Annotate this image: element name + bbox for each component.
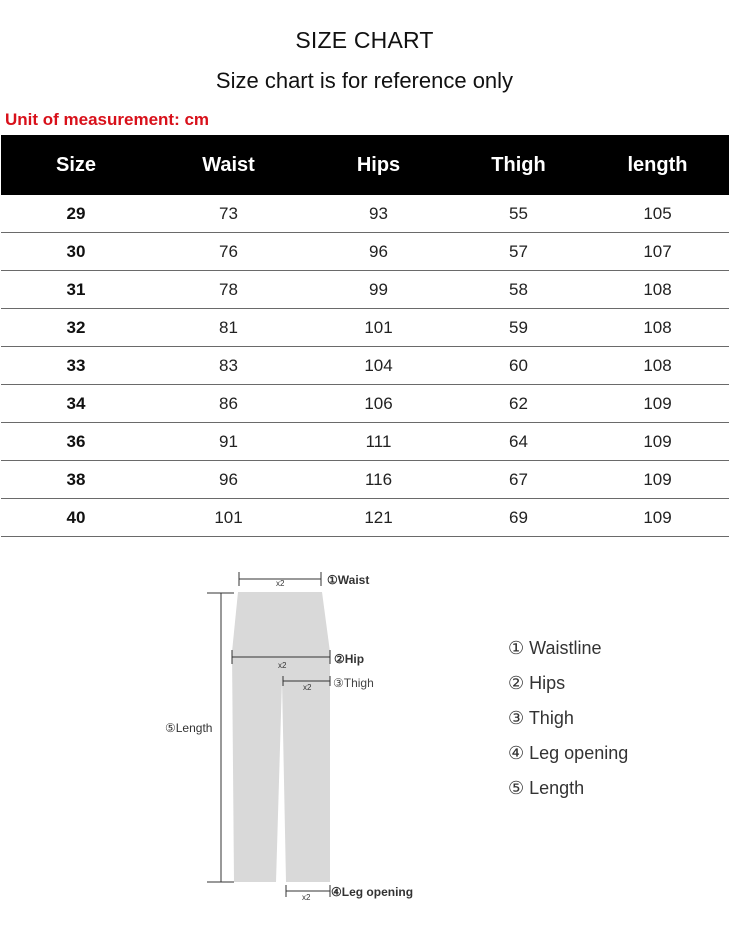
table-cell: 96 bbox=[151, 461, 306, 499]
thigh-label: ③Thigh bbox=[333, 676, 374, 690]
table-cell: 83 bbox=[151, 347, 306, 385]
table-cell: 34 bbox=[1, 385, 151, 423]
column-header: Size bbox=[55, 153, 97, 176]
table-cell: 69 bbox=[451, 499, 586, 537]
waist-label: ①Waist bbox=[327, 573, 370, 587]
table-cell: 81 bbox=[151, 309, 306, 347]
table-cell: 86 bbox=[151, 385, 306, 423]
table-cell: 64 bbox=[451, 423, 586, 461]
table-row bbox=[1, 461, 729, 499]
length-measure bbox=[207, 593, 234, 882]
table-cell: 32 bbox=[1, 309, 151, 347]
table-cell: 59 bbox=[451, 309, 586, 347]
size-table bbox=[1, 135, 729, 537]
leg-opening-x2-label: x2 bbox=[302, 893, 311, 902]
table-row bbox=[1, 347, 729, 385]
page-title: SIZE CHART bbox=[295, 27, 434, 53]
hip-x2-label: x2 bbox=[278, 661, 287, 670]
table-cell: 107 bbox=[586, 233, 729, 271]
table-cell: 78 bbox=[151, 271, 306, 309]
legend-item: ⑤ Length bbox=[508, 778, 585, 798]
table-row bbox=[1, 423, 729, 461]
table-row bbox=[1, 385, 729, 423]
table-row bbox=[1, 233, 729, 271]
table-header-row bbox=[1, 135, 729, 195]
page-subtitle: Size chart is for reference only bbox=[215, 68, 514, 93]
table-cell: 101 bbox=[151, 499, 306, 537]
unit-note: Unit of measurement: cm bbox=[5, 110, 210, 129]
table-cell: 109 bbox=[586, 385, 729, 423]
table-cell: 57 bbox=[451, 233, 586, 271]
table-cell: 99 bbox=[306, 271, 451, 309]
table-cell: 29 bbox=[1, 195, 151, 233]
table-cell: 101 bbox=[306, 309, 451, 347]
table-cell: 60 bbox=[451, 347, 586, 385]
legend-item: ④ Leg opening bbox=[508, 743, 629, 763]
table-cell: 106 bbox=[306, 385, 451, 423]
table-cell: 104 bbox=[306, 347, 451, 385]
table-cell: 109 bbox=[586, 499, 729, 537]
table-cell: 111 bbox=[306, 423, 451, 461]
table-cell: 105 bbox=[586, 195, 729, 233]
table-cell: 96 bbox=[306, 233, 451, 271]
table-cell: 55 bbox=[451, 195, 586, 233]
pants-silhouette bbox=[232, 592, 330, 882]
waist-x2-label: x2 bbox=[276, 579, 285, 588]
table-cell: 36 bbox=[1, 423, 151, 461]
table-cell: 108 bbox=[586, 309, 729, 347]
table-cell: 109 bbox=[586, 461, 729, 499]
measurement-legend bbox=[508, 635, 628, 810]
table-row bbox=[1, 195, 729, 233]
column-header: Hips bbox=[356, 153, 401, 176]
table-cell: 31 bbox=[1, 271, 151, 309]
table-cell: 30 bbox=[1, 233, 151, 271]
legend-item: ① Waistline bbox=[508, 638, 602, 658]
table-cell: 93 bbox=[306, 195, 451, 233]
table-cell: 116 bbox=[306, 461, 451, 499]
table-row bbox=[1, 271, 729, 309]
hip-label: ②Hip bbox=[334, 652, 365, 666]
table-cell: 33 bbox=[1, 347, 151, 385]
table-cell: 40 bbox=[1, 499, 151, 537]
table-cell: 76 bbox=[151, 233, 306, 271]
legend-item: ③ Thigh bbox=[508, 708, 574, 728]
leg-opening-label: ④Leg opening bbox=[331, 885, 414, 899]
table-cell: 121 bbox=[306, 499, 451, 537]
column-header: Waist bbox=[202, 153, 255, 176]
table-cell: 67 bbox=[451, 461, 586, 499]
table-row bbox=[1, 309, 729, 347]
thigh-x2-label: x2 bbox=[303, 683, 312, 692]
table-cell: 38 bbox=[1, 461, 151, 499]
table-cell: 58 bbox=[451, 271, 586, 309]
table-cell: 108 bbox=[586, 347, 729, 385]
table-cell: 109 bbox=[586, 423, 729, 461]
table-cell: 108 bbox=[586, 271, 729, 309]
legend-item: ② Hips bbox=[508, 673, 566, 693]
length-label: ⑤Length bbox=[165, 721, 213, 735]
table-cell: 91 bbox=[151, 423, 306, 461]
column-header: Thigh bbox=[491, 153, 546, 176]
table-cell: 73 bbox=[151, 195, 306, 233]
column-header: length bbox=[627, 153, 688, 176]
table-row bbox=[1, 499, 729, 537]
table-cell: 62 bbox=[451, 385, 586, 423]
